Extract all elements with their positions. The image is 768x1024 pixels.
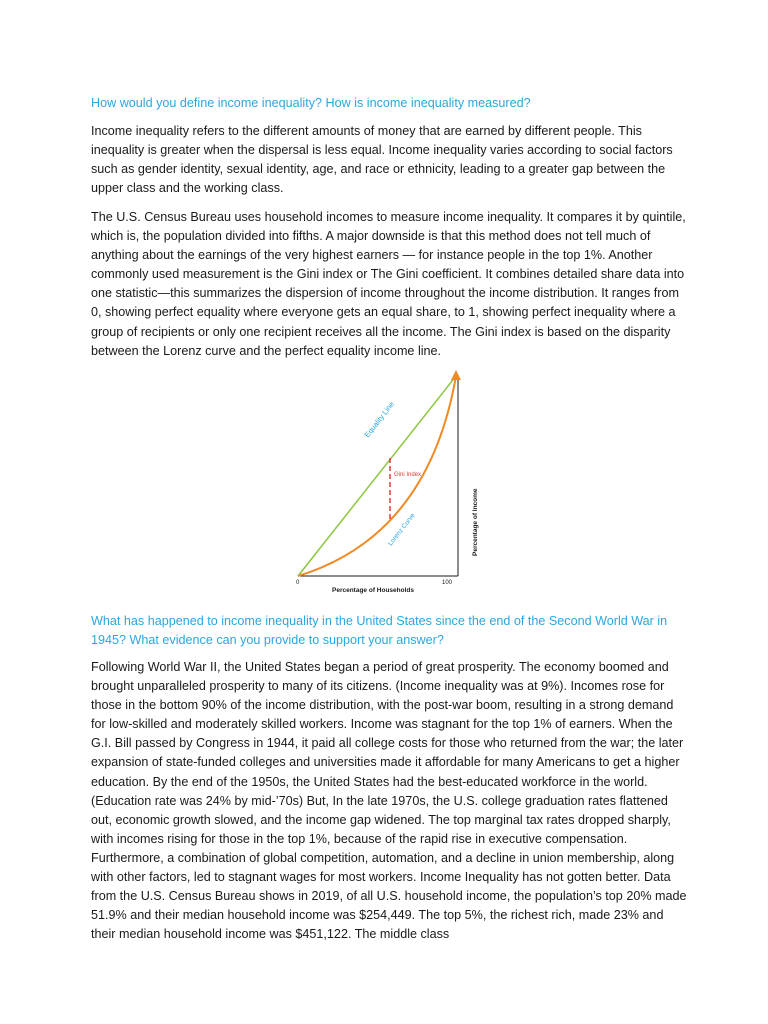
equality-line-label: Equality Line <box>362 399 397 440</box>
question-heading-1: How would you define income inequality? How is income inequality measured? <box>91 96 531 110</box>
paragraph-postwar: Following World War II, the United States began a period of great prosperity. The economy boomed and brought unparalleled prosperity to many of its citizens. (Income inequality was at 9%). Incomes rose for those in the bottom 90% of the income distribution, with the post-war boom, resulting in a strong demand for low-skilled and moderately skilled workers. Income was stagnant for the top 1% of earners. When the G.I. Bill passed by Congress in 1944, it paid all college costs for those who returned from the war; the later expansion of state-funded colleges and universities made it affordable for many Americans to get a higher education. By the end of the 1950s, the United States had the best-educated workforce in the world. (Education rate was 24% by mid-’70s) But, In the late 1970s, the U.S. college graduation rates flattened out, economic growth slowed, and the income gap widened. The top marginal tax rates dropped sharply, with incomes rising for those in the top 1%, because of the rapid rise in executive compensation. Furthermore, a combination of global competition, automation, and a decline in union membership, along with other factors, led to stagnant wages for most workers. Income Inequality has not gotten better. Data from the U.S. Census Bureau shows in 2019, of all U.S. household income, the population’s top 20% made 51.9% and their median household income was $254,449. The top 5%, the richest rich, made 23% and their median household income was $451,122. The middle class <box>91 660 687 942</box>
x-axis-label: Percentage of Households <box>332 587 414 594</box>
gini-index-label: Gini Index <box>394 472 422 478</box>
lorenz-curve-label: Lorenz Curve <box>387 512 417 548</box>
y-axis-label: Percentage of Income <box>472 488 479 556</box>
equality-line <box>298 376 456 576</box>
question-heading-2: What has happened to income inequality in the United States since the end of the Second World War in 1945? What evidence can you provide to support your answer? <box>91 614 668 647</box>
arrow-head-icon <box>451 370 461 380</box>
lorenz-curve-diagram <box>288 366 498 596</box>
x-max-label: 100 <box>442 580 453 586</box>
lorenz-curve-figure <box>288 366 498 596</box>
paragraph-definition: Income inequality refers to the different amounts of money that are earned by different people. This inequality is greater when the dispersal is less equal. Income inequality varies according to social factors such as gender identity, sexual identity, age, and race or ethnicity, leading to a greater gap between the upper class and the working class. <box>91 124 673 196</box>
x-min-label: 0 <box>296 580 300 586</box>
paragraph-measurement: The U.S. Census Bureau uses household incomes to measure income inequality. It compares it by quintile, which is, the population divided into fifths. A major downside is that this method does not tell much of anything about the earnings of the very highest earners — for instance people in the top 1%. Another commonly used measurement is the Gini index or The Gini coefficient. It combines detailed share data into one statistic—this summarizes the dispersion of income throughout the income distribution. It ranges from 0, showing perfect equality where everyone gets an equal share, to 1, showing perfect inequality where a group of recipients or only one recipient receives all the income. The Gini index is based on the disparity between the Lorenz curve and the perfect equality income line. <box>91 210 686 358</box>
